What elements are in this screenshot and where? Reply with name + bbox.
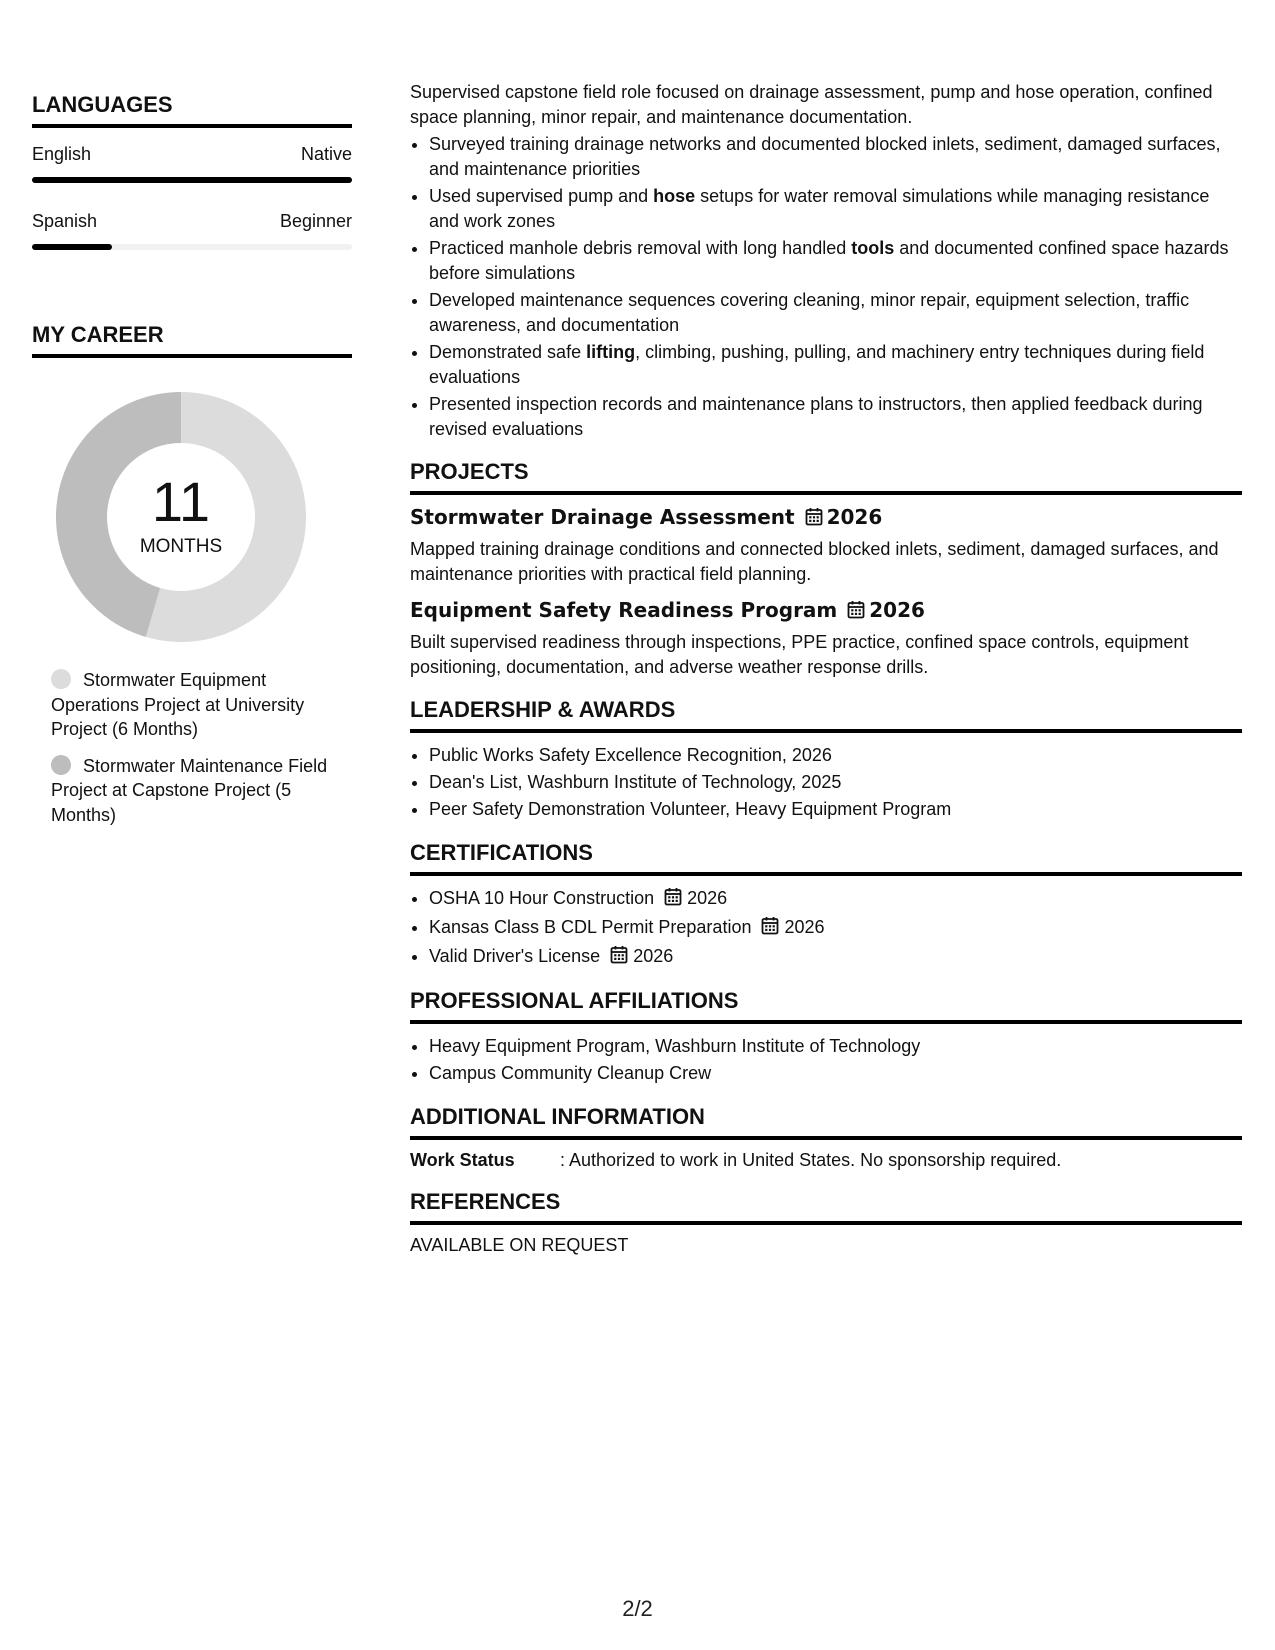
leadership-item: • Dean's List, Washburn Institute of Technology, 2025 xyxy=(429,770,1242,795)
project-name: Stormwater Drainage Assessment xyxy=(410,505,795,529)
leadership-title: LEADERSHIP & AWARDS xyxy=(410,697,1242,733)
right-column xyxy=(410,80,1242,1256)
certifications-title: CERTIFICATIONS xyxy=(410,840,1242,876)
calendar-icon xyxy=(610,945,628,971)
languages-section xyxy=(32,92,352,250)
language-proficiency-fill xyxy=(32,177,352,183)
leadership-item: • Public Works Safety Excellence Recognition, 2026 xyxy=(429,743,1242,768)
projects-section xyxy=(410,459,1242,679)
certification-year: 2026 xyxy=(687,887,728,908)
career-legend-label: Stormwater Maintenance Field Project at Capstone Project (5 Months) xyxy=(51,755,328,825)
legend-dot-icon xyxy=(51,755,71,775)
language-name: English xyxy=(32,144,92,164)
keyword: hose xyxy=(653,186,696,206)
language-level: Beginner xyxy=(279,211,352,231)
project-item xyxy=(410,598,1242,679)
project-name: Equipment Safety Readiness Program xyxy=(410,598,838,622)
career-title: MY CAREER xyxy=(32,322,352,358)
calendar-icon xyxy=(664,887,682,913)
experience-bullet: • Developed maintenance sequences covering cleaning, minor repair, equipment selection, traffic awareness, and documentation xyxy=(429,288,1242,337)
experience-section xyxy=(410,80,1242,441)
additional-title: ADDITIONAL INFORMATION xyxy=(410,1104,1242,1140)
certification-item xyxy=(429,886,1242,913)
project-year: 2026 xyxy=(869,598,925,622)
language-level: Native xyxy=(300,144,352,164)
language-proficiency-bar xyxy=(32,177,352,183)
language-item-spanish xyxy=(32,211,352,250)
legend-dot-icon xyxy=(51,669,71,689)
career-total-number: 11 xyxy=(151,470,211,533)
language-proficiency-bar xyxy=(32,244,352,250)
career-legend xyxy=(32,668,352,827)
leadership-list xyxy=(410,743,1242,822)
references-text: AVAILABLE ON REQUEST xyxy=(410,1234,629,1255)
certification-name: Valid Driver's License xyxy=(429,945,601,966)
keyword: lifting xyxy=(586,342,636,362)
additional-section xyxy=(410,1104,1242,1171)
language-proficiency-fill xyxy=(32,244,112,250)
language-item-english xyxy=(32,144,352,183)
calendar-icon xyxy=(805,507,823,531)
experience-intro: Supervised capstone field role focused on drainage assessment, pump and hose operation, confined space planning, minor repair, and maintenance documentation. xyxy=(410,82,1213,127)
language-name: Spanish xyxy=(32,211,98,231)
career-section xyxy=(32,322,352,827)
references-title: REFERENCES xyxy=(410,1189,1242,1225)
certification-item xyxy=(429,915,1242,942)
page-number: 2/2 xyxy=(622,1596,653,1621)
project-year: 2026 xyxy=(826,505,883,529)
certification-year: 2026 xyxy=(633,945,674,966)
certification-year: 2026 xyxy=(784,916,825,937)
certification-name: OSHA 10 Hour Construction xyxy=(429,887,655,908)
calendar-icon xyxy=(847,600,865,624)
work-status-value: : Authorized to work in United States. No sponsorship required. xyxy=(560,1149,1062,1170)
experience-bullet: • Practiced manhole debris removal with long handled tools and documented confined space hazards before simulations xyxy=(429,236,1242,285)
career-legend-label: Stormwater Equipment Operations Project at University Project (6 Months) xyxy=(51,670,305,739)
leadership-section xyxy=(410,697,1242,822)
projects-title: PROJECTS xyxy=(410,459,1242,495)
languages-title: LANGUAGES xyxy=(32,92,352,128)
experience-bullet: • Used supervised pump and hose setups for water removal simulations while managing resistance and work zones xyxy=(429,184,1242,233)
affiliation-item: • Campus Community Cleanup Crew xyxy=(429,1061,1242,1086)
affiliations-section xyxy=(410,988,1242,1086)
left-column xyxy=(32,92,352,839)
references-section xyxy=(410,1189,1242,1256)
affiliations-list xyxy=(410,1034,1242,1086)
work-status-row xyxy=(410,1150,1242,1171)
experience-bullet: • Surveyed training drainage networks and documented blocked inlets, sediment, damaged surfaces, and maintenance priorities xyxy=(429,132,1242,181)
affiliations-title: PROFESSIONAL AFFILIATIONS xyxy=(410,988,1242,1024)
project-description: Mapped training drainage conditions and connected blocked inlets, sediment, damaged surfaces, and maintenance priorities with practical field planning. xyxy=(410,539,1219,584)
keyword: tools xyxy=(851,238,895,258)
project-description: Built supervised readiness through inspections, PPE practice, confined space controls, equipment positioning, documentation, and adverse weather response drills. xyxy=(410,632,1189,677)
certifications-list xyxy=(410,886,1242,971)
work-status-label: Work Status xyxy=(410,1149,515,1170)
calendar-icon xyxy=(761,916,779,942)
affiliation-item: • Heavy Equipment Program, Washburn Institute of Technology xyxy=(429,1034,1242,1059)
career-donut-chart xyxy=(56,392,306,642)
certification-item xyxy=(429,944,1242,971)
leadership-item: • Peer Safety Demonstration Volunteer, Heavy Equipment Program xyxy=(429,797,1242,822)
project-item xyxy=(410,505,1242,586)
certifications-section xyxy=(410,840,1242,971)
experience-bullet: • Demonstrated safe lifting, climbing, pushing, pulling, and machinery entry techniques during field evaluations xyxy=(429,340,1242,389)
certification-name: Kansas Class B CDL Permit Preparation xyxy=(429,916,752,937)
experience-bullets xyxy=(410,132,1242,441)
career-legend-item xyxy=(51,754,352,828)
career-legend-item xyxy=(51,668,352,742)
experience-bullet: • Presented inspection records and maintenance plans to instructors, then applied feedback during revised evaluations xyxy=(429,392,1242,441)
career-total-unit: MONTHS xyxy=(139,536,223,557)
